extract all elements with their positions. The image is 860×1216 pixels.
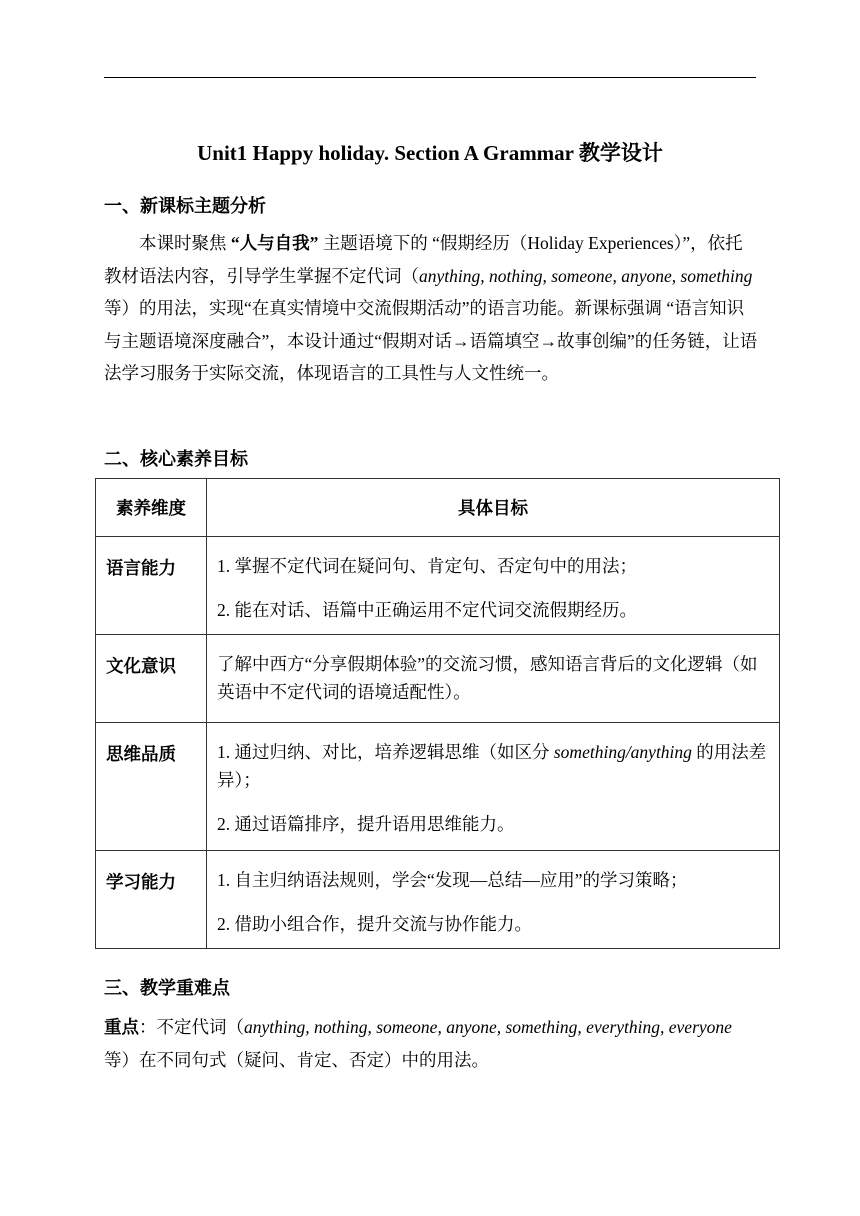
- header-dimension: 素养维度: [96, 479, 207, 537]
- row-dimension: 文化意识: [96, 635, 207, 723]
- row-dimension: 语言能力: [96, 537, 207, 635]
- table-row: [96, 537, 780, 635]
- row-goal: 1. 自主归纳语法规则，学会“发现—总结—应用”的学习策略； 2. 借助小组合作，提升交流与协作能力。: [207, 851, 780, 949]
- section1-heading: 一、新课标主题分析: [104, 196, 266, 216]
- row-dimension: 思维品质: [96, 723, 207, 851]
- table-row: [96, 723, 780, 851]
- literacy-goals-table: [95, 478, 780, 949]
- section3-heading: 三、教学重难点: [104, 978, 230, 998]
- row-goal: 了解中西方“分享假期体验”的交流习惯，感知语言背后的文化逻辑（如英语中不定代词的语境适配性）。: [207, 635, 780, 723]
- document-title: Unit1 Happy holiday. Section A Grammar 教学设计: [197, 141, 663, 165]
- header-goal: 具体目标: [207, 479, 780, 537]
- table-header-row: [96, 479, 780, 537]
- table-row: [96, 635, 780, 723]
- row-dimension: 学习能力: [96, 851, 207, 949]
- row-goal: 1. 通过归纳、对比，培养逻辑思维（如区分 something/anything 的用法差异）； 2. 通过语篇排序，提升语用思维能力。: [207, 723, 780, 851]
- header-rule: [104, 77, 756, 78]
- table-row: [96, 851, 780, 949]
- section2-heading: 二、核心素养目标: [104, 449, 248, 469]
- key-points-paragraph: 重点：不定代词（anything, nothing, someone, anyone, something, everything, everyone 等）在不同句式（疑问、肯定、否定）中的用法。: [104, 1017, 732, 1070]
- row-goal: 1. 掌握不定代词在疑问句、肯定句、否定句中的用法； 2. 能在对话、语篇中正确运用不定代词交流假期经历。: [207, 537, 780, 635]
- section1-paragraph: 本课时聚焦 “人与自我” 主题语境下的 “假期经历（Holiday Experiences）”，依托教材语法内容，引导学生掌握不定代词（anything, nothing, someone, anyone, something 等）的用法，实现“在真实情境中交流假期活动”的语言功能。新课标强调 “语言知识与主题语境深度融合”，本设计通过“假期对话→语篇填空→故事创编”的任务链，让语法学习服务于实际交流，体现语言的工具性与人文性统一。: [104, 233, 758, 383]
